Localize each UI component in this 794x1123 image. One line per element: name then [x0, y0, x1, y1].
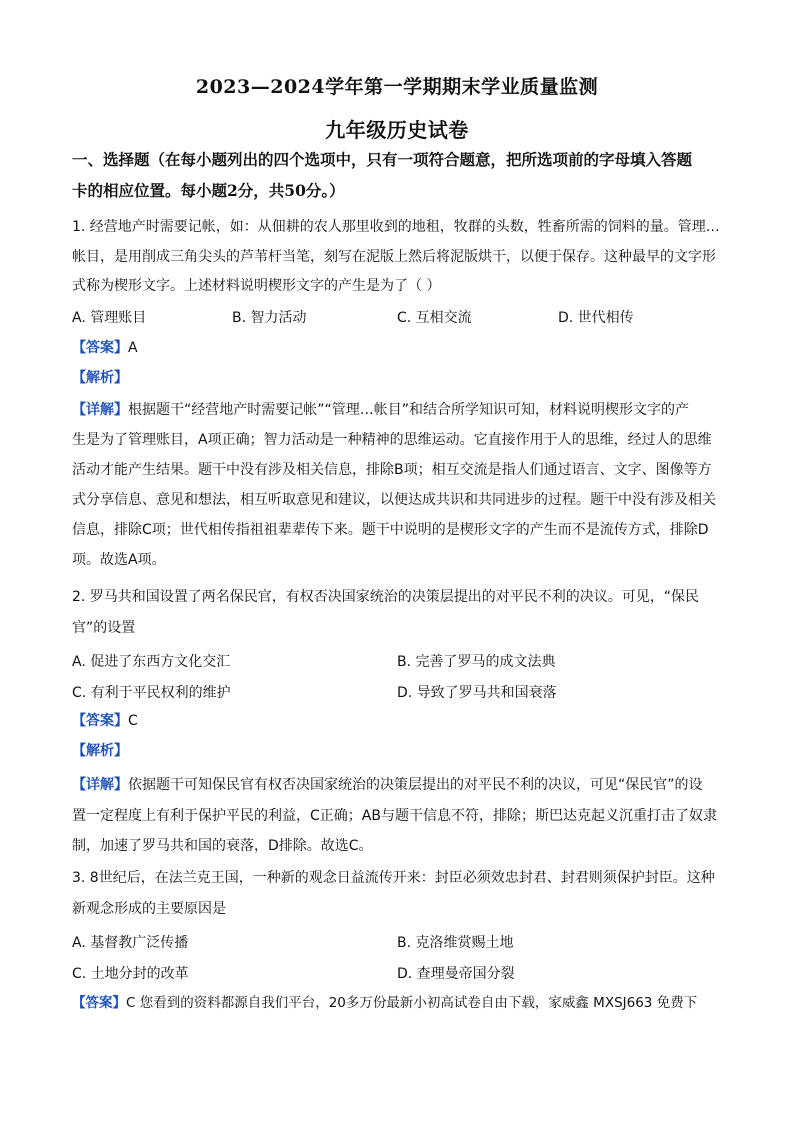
- question-text-line: 新观念形成的主要原因是: [72, 901, 226, 917]
- analysis-line: [72, 742, 128, 760]
- option-a: A. 基督教广泛传播: [72, 935, 189, 951]
- analysis-tag: 【解析】: [72, 370, 128, 386]
- question-text-line: 官”的设置: [72, 620, 136, 636]
- question-text-line: 2. 罗马共和国设置了两名保民官，有权否决国家统治的决策层提出的对平民不利的决议。可见，“保民: [72, 589, 700, 605]
- question-text-line: 3. 8世纪后，在法兰克王国，一种新的观念日益流传开来：封臣必须效忠封君、封君则须保护封臣。这种: [72, 870, 715, 886]
- detail-line: 生是为了管理账目，A项正确；智力活动是一种精神的思维运动。它直接作用于人的思维，经过人的思维: [72, 432, 712, 448]
- detail-line: 信息，排除C项；世代相传指祖祖辈辈传下来。题干中说明的是楔形文字的产生而不是流传方式，排除D: [72, 522, 709, 538]
- answer-tag: 【答案】: [72, 713, 128, 729]
- answer-value: C 您看到的资料都源自我们平台，20多万份最新小初高试卷自由下载，家威鑫 MXSJ663 免费下: [126, 995, 698, 1011]
- option-d: D. 世代相传: [558, 310, 634, 326]
- option-b: B. 完善了罗马的成文法典: [397, 654, 556, 670]
- question-text-line: 1. 经营地产时需要记帐，如：从佃耕的农人那里收到的地租，牧群的头数，牲畜所需的饲料的量。管理…: [72, 219, 720, 235]
- detail-line: [72, 401, 689, 419]
- detail-line: 置一定程度上有利于保护平民的利益，C正确；AB与题干信息不符，排除；斯巴达克起义沉重打击了奴隶: [72, 808, 717, 824]
- option-c: C. 土地分封的改革: [72, 966, 189, 982]
- section-heading: [72, 144, 722, 206]
- answer-tag: 【答案】: [72, 340, 128, 356]
- question-text-line: 式称为楔形文字。上述材料说明楔形文字的产生是为了（ ）: [72, 278, 441, 294]
- option-b: B. 克洛维赏赐土地: [397, 935, 514, 951]
- answer-value: A: [128, 340, 138, 356]
- detail-line: 制，加速了罗马共和国的衰落，D排除。故选C。: [72, 838, 373, 854]
- detail-tag: 【详解】: [72, 777, 128, 793]
- exam-title: 2023—2024学年第一学期期末学业质量监测: [195, 76, 599, 98]
- answer-value: C: [128, 713, 138, 729]
- option-d: D. 查理曼帝国分裂: [397, 966, 515, 982]
- question-text-line: 帐目，是用削成三角尖头的芦苇杆当笔，刻写在泥版上然后将泥版烘干，以便于保存。这种最早的文字形: [72, 249, 716, 265]
- option-c: C. 互相交流: [397, 310, 472, 326]
- option-c: C. 有利于平民权利的维护: [72, 685, 231, 701]
- answer-line: [72, 339, 138, 357]
- detail-line: [72, 776, 703, 794]
- exam-subtitle: 九年级历史试卷: [325, 118, 469, 142]
- detail-line: 式分享信息、意见和想法，相互听取意见和建议，以便达成共识和共同进步的过程。题干中没有涉及相关: [72, 492, 716, 508]
- option-b: B. 智力活动: [232, 310, 307, 326]
- answer-line: [72, 994, 697, 1012]
- option-a: A. 管理账目: [72, 310, 147, 326]
- section-heading-line: 卡的相应位置。每小题2分，共50分。）: [72, 181, 345, 200]
- analysis-tag: 【解析】: [72, 743, 128, 759]
- section-heading-line: 一、选择题（在每小题列出的四个选项中，只有一项符合题意，把所选项前的字母填入答题: [72, 150, 693, 169]
- detail-line: 活动才能产生结果。题干中没有涉及相关信息，排除B项；相互交流是指人们通过语言、文字、图像等方: [72, 462, 712, 478]
- detail-text: 依据题干可知保民官有权否决国家统治的决策层提出的对平民不利的决议，可见“保民官”的设: [128, 777, 703, 793]
- analysis-line: [72, 369, 128, 387]
- detail-line: 项。故选A项。: [72, 552, 166, 568]
- option-a: A. 促进了东西方文化交汇: [72, 654, 231, 670]
- detail-tag: 【详解】: [72, 402, 128, 418]
- answer-tag: 【答案】: [72, 995, 126, 1011]
- option-d: D. 导致了罗马共和国衰落: [397, 685, 557, 701]
- answer-line: [72, 712, 138, 730]
- detail-text: 根据题干“经营地产时需要记帐”“管理…帐目”和结合所学知识可知，材料说明楔形文字的产: [128, 402, 690, 418]
